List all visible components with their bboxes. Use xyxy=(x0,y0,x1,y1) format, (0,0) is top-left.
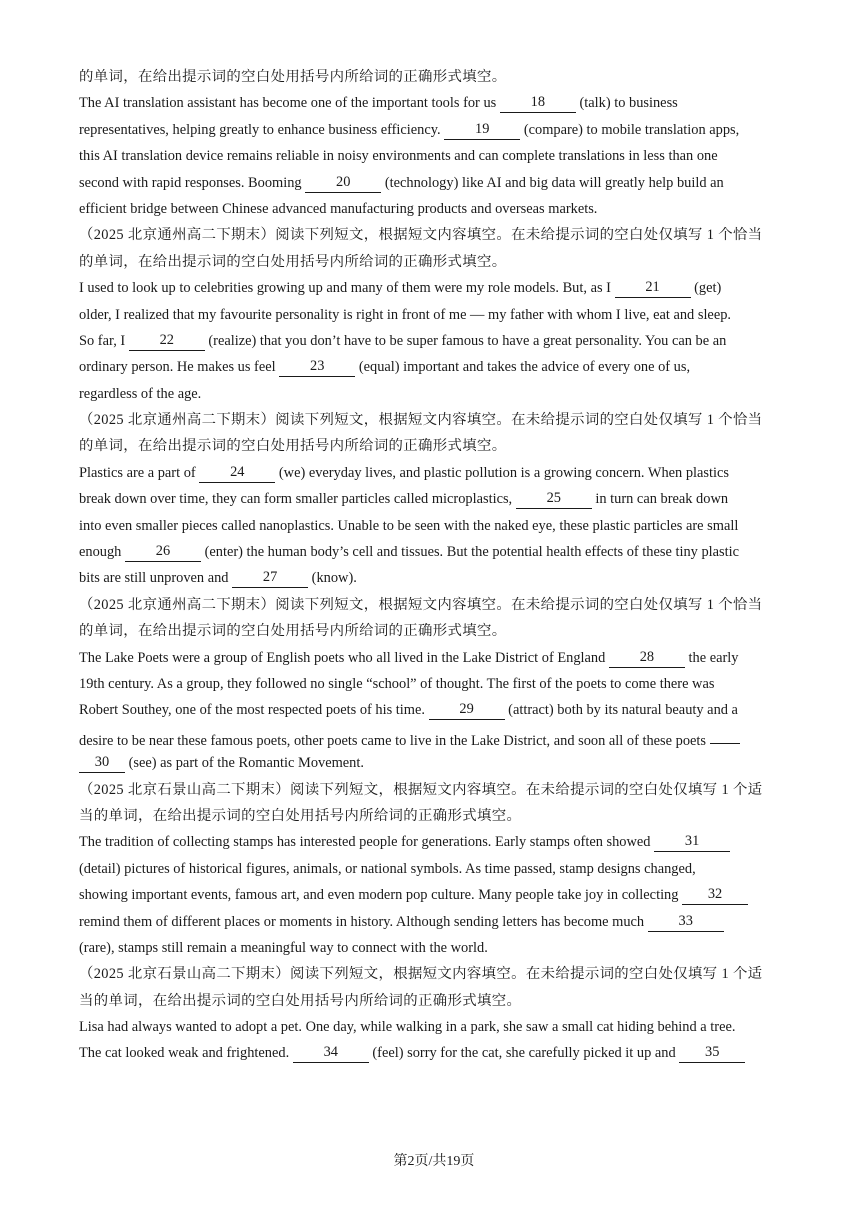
passage-line: The Lake Poets were a group of English poets who all lived in the Lake District of England 28 the early xyxy=(79,648,739,666)
blank-18[interactable]: 18 xyxy=(500,93,576,113)
blank-25[interactable]: 25 xyxy=(516,489,592,509)
passage-line: 19th century. As a group, they followed no single “school” of thought. The first of the poets to come there was xyxy=(79,675,715,692)
blank-33[interactable]: 33 xyxy=(648,912,724,932)
passage-line: So far, I 22 (realize) that you don’t have to be super famous to have a great personality. You can be an xyxy=(79,331,727,349)
blank-23[interactable]: 23 xyxy=(279,357,355,377)
blank-30[interactable]: 30 xyxy=(79,753,125,773)
passage-4 xyxy=(79,592,791,777)
passage-line: Plastics are a part of 24 (we) everyday lives, and plastic pollution is a growing concern. When plastics xyxy=(79,463,729,481)
blank-27[interactable]: 27 xyxy=(232,568,308,588)
passage-2 xyxy=(79,222,791,407)
passage-line: break down over time, they can form smaller particles called microplastics, 25 in turn can break down xyxy=(79,490,729,508)
page-content xyxy=(79,64,791,1067)
blank-34[interactable]: 34 xyxy=(293,1043,369,1063)
passage-line: (rare), stamps still remain a meaningful way to connect with the world. xyxy=(79,939,488,956)
section-header: （2025 北京石景山高二下期末）阅读下列短文，根据短文内容填空。在未给提示词的空白处仅填写 1 个适 xyxy=(79,966,763,983)
section-header: 当的单词，在给出提示词的空白处用括号内所给词的正确形式填空。 xyxy=(79,992,522,1009)
blank-32[interactable]: 32 xyxy=(682,885,748,905)
passage-line: Robert Southey, one of the most respected poets of his time. 29 (attract) both by its natural beauty and a xyxy=(79,701,738,719)
page-footer: 第2页/共19页 xyxy=(393,1154,475,1169)
passage-line: desire to be near these famous poets, other poets came to live in the Lake District, and soon all of these poets xyxy=(79,724,791,750)
passage-line: Lisa had always wanted to adopt a pet. One day, while walking in a park, she saw a small cat hiding behind a tree. xyxy=(79,1019,736,1036)
blank-28[interactable]: 28 xyxy=(609,648,685,668)
section-header: （2025 北京通州高二下期末）阅读下列短文，根据短文内容填空。在未给提示词的空白处仅填写 1 个恰当 xyxy=(79,596,763,613)
passage-5 xyxy=(79,777,791,962)
passage-line: this AI translation device remains reliable in noisy environments and can complete translations in less than one xyxy=(79,148,718,165)
passage-6 xyxy=(79,961,791,1067)
passage-line: (detail) pictures of historical figures, animals, or national symbols. As time passed, stamp designs changed, xyxy=(79,860,696,877)
blank-26[interactable]: 26 xyxy=(125,542,201,562)
section-header: 当的单词，在给出提示词的空白处用括号内所给词的正确形式填空。 xyxy=(79,807,522,824)
blank-35[interactable]: 35 xyxy=(679,1043,745,1063)
section-header: 的单词，在给出提示词的空白处用括号内所给词的正确形式填空。 xyxy=(79,253,507,270)
instruction-tail: 的单词，在给出提示词的空白处用括号内所给词的正确形式填空。 xyxy=(79,69,507,85)
section-header: （2025 北京通州高二下期末）阅读下列短文，根据短文内容填空。在未给提示词的空白处仅填写 1 个恰当 xyxy=(79,227,763,244)
passage-line: regardless of the age. xyxy=(79,385,202,402)
passage-line: enough 26 (enter) the human body’s cell and tissues. But the potential health effects of these tiny plastic xyxy=(79,543,740,561)
section-header: （2025 北京通州高二下期末）阅读下列短文，根据短文内容填空。在未给提示词的空白处仅填写 1 个恰当 xyxy=(79,412,763,429)
section-header: 的单词，在给出提示词的空白处用括号内所给词的正确形式填空。 xyxy=(79,623,507,640)
blank-24[interactable]: 24 xyxy=(199,463,275,483)
passage-line: older, I realized that my favourite personality is right in front of me — my father with whom I live, eat and sleep. xyxy=(79,306,732,323)
blank-20[interactable]: 20 xyxy=(305,173,381,193)
blank-22[interactable]: 22 xyxy=(129,331,205,351)
blank-29[interactable]: 29 xyxy=(429,700,505,720)
passage-line: The AI translation assistant has become one of the important tools for us 18 (talk) to business xyxy=(79,94,678,112)
passage-line: second with rapid responses. Booming 20 (technology) like AI and big data will greatly help build an xyxy=(79,173,724,191)
section-header: （2025 北京石景山高二下期末）阅读下列短文，根据短文内容填空。在未给提示词的空白处仅填写 1 个适 xyxy=(79,781,763,798)
section-header: 的单词，在给出提示词的空白处用括号内所给词的正确形式填空。 xyxy=(79,438,507,455)
passage-line: I used to look up to celebrities growing up and many of them were my role models. But, as I 21 (get) xyxy=(79,279,722,297)
blank-19[interactable]: 19 xyxy=(444,120,520,140)
passage-line: showing important events, famous art, and even modern pop culture. Many people take joy in collecting 32 xyxy=(79,882,791,908)
passage-line: 30 (see) as part of the Romantic Movement. xyxy=(79,750,791,776)
passage-1 xyxy=(79,90,791,222)
passage-line: efficient bridge between Chinese advanced manufacturing products and overseas markets. xyxy=(79,200,598,217)
passage-line: ordinary person. He makes us feel 23 (equal) important and takes the advice of every one of us, xyxy=(79,358,691,376)
passage-line: The cat looked weak and frightened. 34 (feel) sorry for the cat, she carefully picked it up and 35 xyxy=(79,1040,791,1066)
passage-line: bits are still unproven and 27 (know). xyxy=(79,569,357,587)
blank-31[interactable]: 31 xyxy=(654,832,730,852)
passage-3 xyxy=(79,407,791,592)
passage-line: The tradition of collecting stamps has interested people for generations. Early stamps often showed 31 xyxy=(79,829,791,855)
passage-line: remind them of different places or moments in history. Although sending letters has become much 33 xyxy=(79,909,791,935)
passage-line: into even smaller pieces called nanoplastics. Unable to be seen with the naked eye, these plastic particles are small xyxy=(79,517,739,534)
blank-21[interactable]: 21 xyxy=(615,278,691,298)
blank-30-start[interactable] xyxy=(710,724,740,744)
passage-line: representatives, helping greatly to enhance business efficiency. 19 (compare) to mobile translation apps, xyxy=(79,120,740,138)
